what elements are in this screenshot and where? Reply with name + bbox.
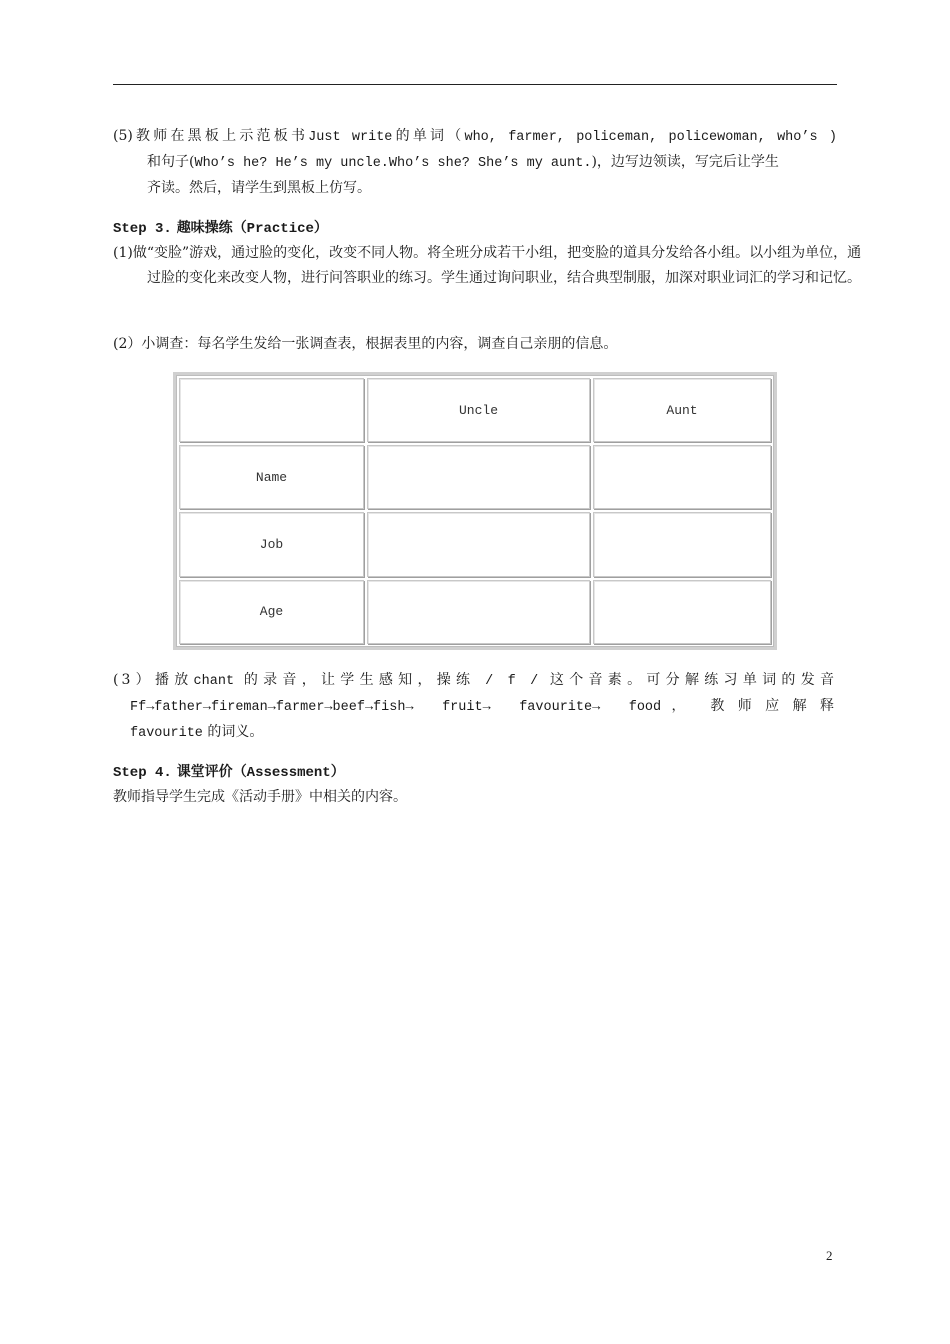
step-4-text: 教师指导学生完成《活动手册》中相关的内容。	[113, 789, 407, 805]
table-row	[179, 512, 771, 576]
row-label-cell: Job	[179, 512, 364, 576]
aunt-name-cell[interactable]	[593, 445, 771, 509]
aunt-job-cell[interactable]	[593, 512, 771, 576]
uncle-job-cell[interactable]	[367, 512, 590, 576]
step-4-heading: Step 4. 课堂评价（Assessment）	[113, 764, 345, 781]
table-header-cell: Aunt	[593, 378, 771, 442]
paragraph-5	[113, 124, 837, 201]
paragraph-3-line-1: (3）播放chant 的录音，让学生感知，操练 / f / 这个音素。可分解练习单词的发音	[113, 672, 838, 689]
table-header-cell	[179, 378, 364, 442]
survey-table	[173, 372, 777, 650]
paragraph-step3-item-1: (1)做“变脸”游戏，通过脸的变化，改变不同人物。将全班分成若干小组，把变脸的道具分发给各小组。以小组为单位，通过脸的变化来改变人物，进行问答职业的练习。学生通过询问职业，结合典型制服，加深对职业词汇的学习和记忆。	[113, 245, 862, 286]
uncle-age-cell[interactable]	[367, 580, 590, 644]
uncle-name-cell[interactable]	[367, 445, 590, 509]
paragraph-3-line-2: Ff→father→fireman→farmer→beef→fish→ fruit→ favourite→ food， 教师应解释	[130, 698, 838, 715]
page-number: 2	[826, 1248, 833, 1263]
row-label-cell: Name	[179, 445, 364, 509]
paragraph-3	[113, 668, 837, 746]
paragraph-step3-item-2: (2）小调查：每名学生发给一张调查表，根据表里的内容，调查自己亲朋的信息。	[113, 336, 618, 352]
header-rule	[113, 84, 837, 85]
table-row	[179, 580, 771, 644]
table-row	[179, 445, 771, 509]
paragraph-5-line-3: 齐读。然后，请学生到黑板上仿写。	[147, 180, 371, 196]
paragraph-5-line-2: 和句子(Who’s he? He’s my uncle.Who’s she? She’s my aunt.)，边写边领读，写完后让学生	[147, 154, 779, 171]
aunt-age-cell[interactable]	[593, 580, 771, 644]
row-label-cell: Age	[179, 580, 364, 644]
paragraph-5-line-1: (5)教师在黑板上示范板书Just write的单词（who, farmer, policeman, policewoman, who’s )	[113, 128, 837, 145]
table-header-cell: Uncle	[367, 378, 590, 442]
paragraph-3-line-3: favourite 的词义。	[130, 724, 264, 741]
step-3-heading: Step 3. 趣味操练（Practice）	[113, 220, 328, 237]
table-header-row	[179, 378, 771, 442]
